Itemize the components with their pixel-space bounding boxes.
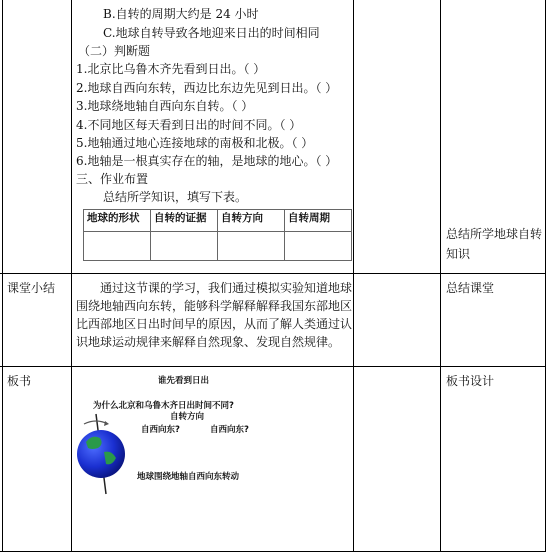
table-header: 地球的形状: [84, 210, 151, 232]
question-item: 6.地轴是一根真实存在的轴，是地球的地心。（ ）: [76, 154, 338, 168]
earth-globe: [77, 430, 125, 478]
table-header: 自转的证据: [151, 210, 218, 232]
homework-instruction: 总结所学知识，填写下表。: [103, 190, 248, 204]
board-option: 自西向东?: [141, 425, 180, 435]
summary-text: 通过这节课的学习，我们通过模拟实验知道地球围绕地轴西向东转，能够科学解释解释我国东部地区比西部地区日出时间早的原因，从而了解人类通过认识地球运动规律来解释自然现象、发现自然规律。: [76, 281, 353, 349]
board-option: 自西向东?: [210, 425, 249, 435]
table-border-left: [2, 0, 3, 552]
board-question: 为什么北京和乌鲁木齐日出时间不同?: [93, 401, 234, 411]
question-item: 5.地轴通过地心连接地球的南极和北极。（ ）: [76, 136, 314, 150]
summary-label: 课堂小结: [7, 281, 56, 295]
rotation-arrow: [84, 421, 108, 424]
question-item: 2.地球自西向东转，西边比东边先见到日出。（ ）: [76, 81, 338, 95]
table-header: 自转周期: [285, 210, 352, 232]
table-divider-3: [440, 0, 441, 552]
board-conclusion: 地球围绕地轴自西向东转动: [137, 472, 240, 482]
section-heading: 三、作业布置: [76, 172, 149, 186]
summary-intent: 总结课堂: [446, 281, 495, 295]
summary-fill-table: [83, 209, 352, 261]
design-intent: 总结所学地球自转知识: [446, 227, 543, 261]
content-line: B.自转的周期大约是 24 小时: [103, 7, 259, 21]
table-header: 自转方向: [218, 210, 285, 232]
content-line: C.地球自转导致各地迎来日出的时间相同: [103, 26, 320, 40]
rotation-arrowhead: [104, 421, 109, 426]
board-direction-label: 自转方向: [170, 412, 205, 422]
question-item: 3.地球绕地轴自西向东自转。（ ）: [76, 99, 254, 113]
row-divider-2: [0, 366, 546, 367]
section-heading: （二）判断题: [78, 44, 151, 58]
table-cell: [151, 232, 218, 261]
question-item: 1.北京比乌鲁木齐先看到日出。（ ）: [76, 62, 266, 76]
table-cell: [218, 232, 285, 261]
row-divider-1: [0, 273, 546, 274]
table-divider-1: [71, 0, 72, 552]
table-cell: [285, 232, 352, 261]
table-border-right: [545, 0, 546, 552]
board-title: 谁先看到日出: [158, 376, 210, 386]
question-item: 4.不同地区每天看到日出的时间不同。（ ）: [76, 118, 302, 132]
board-intent: 板书设计: [446, 374, 495, 388]
globe-illustration: [74, 412, 134, 496]
table-cell: [84, 232, 151, 261]
board-label: 板书: [7, 374, 32, 388]
table-border-bottom: [0, 551, 546, 552]
table-divider-2: [353, 0, 354, 552]
